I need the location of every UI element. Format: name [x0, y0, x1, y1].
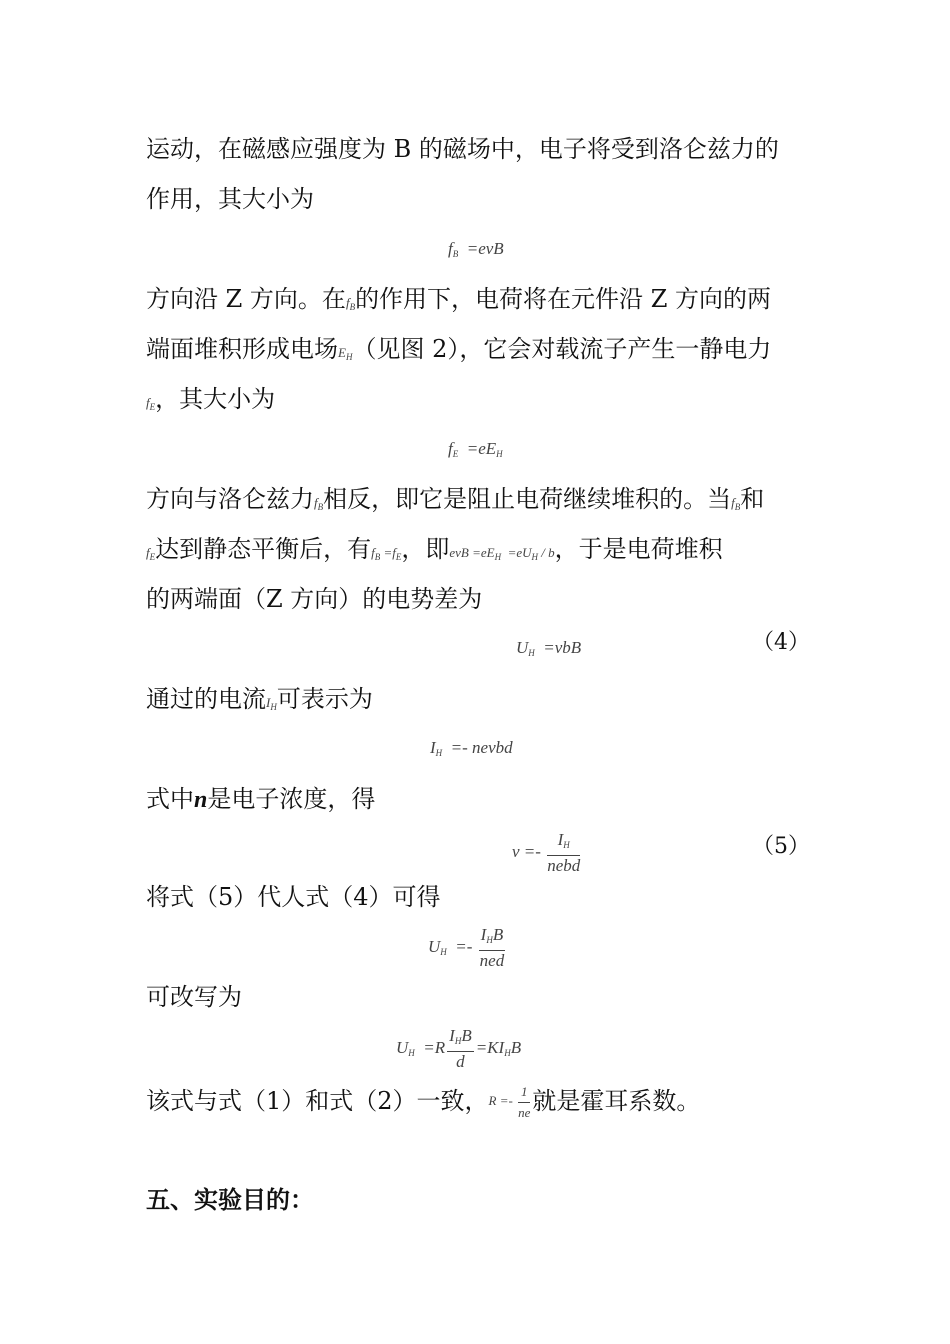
equation-velocity: v =- $\frac{I_H}{\text{nebd}}$	[512, 830, 581, 875]
equation-number: （5）	[752, 834, 810, 859]
text-line: 方向沿 Z 方向。在$f_B$的作用下，电荷将在元件沿 Z 方向的两	[146, 285, 771, 313]
text-line: 式中n是电子浓度，得	[146, 785, 376, 813]
text-line: $f_E$，其大小为	[146, 385, 276, 413]
text-line: 通过的电流$I_H$可表示为	[146, 685, 373, 713]
text-line: 作用，其大小为	[146, 185, 314, 213]
equation-number: （4）	[752, 630, 810, 655]
equation-current: $I_H$ =- nevbd	[430, 738, 513, 758]
text-line: 的两端面（Z 方向）的电势差为	[146, 585, 483, 613]
text-line: 运动，在磁感应强度为 B 的磁场中，电子将受到洛仑兹力的	[146, 135, 779, 163]
text-line: 可改写为	[146, 983, 242, 1011]
equation-lorentz-force: $f_B =evB$	[448, 239, 504, 259]
equation-electric-force: $f_E =eE_H$	[448, 439, 503, 459]
equation-hall-coefficient-form: $U_H =R$ $\frac{I_HB}{d}$ $=KI_HB$	[396, 1026, 522, 1071]
section-heading: 五、实验目的：	[146, 1185, 314, 1214]
text-line: 将式（5）代人式（4）可得	[146, 883, 441, 911]
text-line: 端面堆积形成电场$E_H$（见图 2），它会对载流子产生一静电力	[146, 335, 772, 363]
text-line: $f_E$达到静态平衡后，有$f_B =f_E$，即evB $=eE_H =eU_H / b$，于是电荷堆积	[146, 535, 723, 563]
equation-hall-voltage: $U_H =vbB$	[516, 638, 582, 658]
text-line: 该式与式（1）和式（2）一致，R =- $\frac{1}{ne}$ 就是霍耳系数。	[146, 1084, 701, 1120]
equation-hall-voltage-substituted: $U_H$ =- $\frac{I_HB}{\text{ned}}$	[428, 925, 505, 970]
text-line: 方向与洛仑兹力$f_B$相反，即它是阻止电荷继续堆积的。当$f_B$和	[146, 485, 765, 513]
